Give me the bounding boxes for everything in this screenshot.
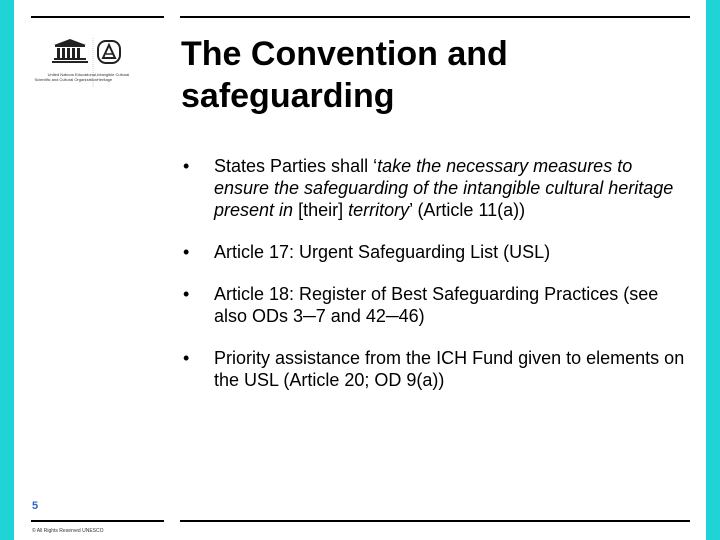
bottom-right-rule [180, 520, 690, 522]
bullet-marker: • [183, 348, 190, 368]
bullet-text-bracket: [their] [298, 200, 344, 220]
bullet-item-article-18 [183, 283, 688, 327]
bottom-left-rule [31, 520, 164, 522]
copyright-notice: © All Rights Reserved UNESCO [32, 528, 104, 534]
bullet-text: Article 17: Urgent Safeguarding List (USL) [214, 242, 551, 262]
unesco-emblem-icon [30, 36, 130, 96]
bullet-text-italic: take the necessary measures to ensure the safeguarding of the intangible cultural heritage present in [214, 156, 674, 220]
bullet-text-italic-2: territory [343, 200, 410, 220]
bullet-item-article-11 [183, 155, 688, 221]
bullet-text-post: ’ (Article 11(a)) [409, 200, 526, 220]
right-border [706, 0, 720, 540]
bullet-text: Priority assistance from the ICH Fund given to elements on the USL (Article 20; OD 9(a)) [214, 348, 685, 390]
bullet-text: Article 18: Register of Best Safeguarding Practices (see also ODs 3─7 and 42─46) [214, 284, 659, 326]
bullet-marker: • [183, 242, 190, 262]
bullet-item-priority-assistance [183, 347, 688, 391]
logo-right-text: Intangible Cultural Heritage [97, 72, 130, 82]
bullet-marker: • [183, 284, 190, 304]
page-number: 5 [32, 500, 39, 512]
bullet-item-article-17 [183, 241, 688, 263]
bullet-marker: • [183, 156, 190, 176]
unesco-logo [30, 36, 130, 96]
slide-title: The Convention and safeguarding [181, 35, 508, 115]
bullet-list [183, 155, 688, 411]
top-right-rule [180, 16, 690, 18]
left-border [0, 0, 14, 540]
bullet-text-pre: States Parties shall ‘ [214, 156, 378, 176]
top-left-rule [31, 16, 164, 18]
logo-left-text: United Nations Educational, Scientific and Cultural Organization [34, 72, 97, 82]
